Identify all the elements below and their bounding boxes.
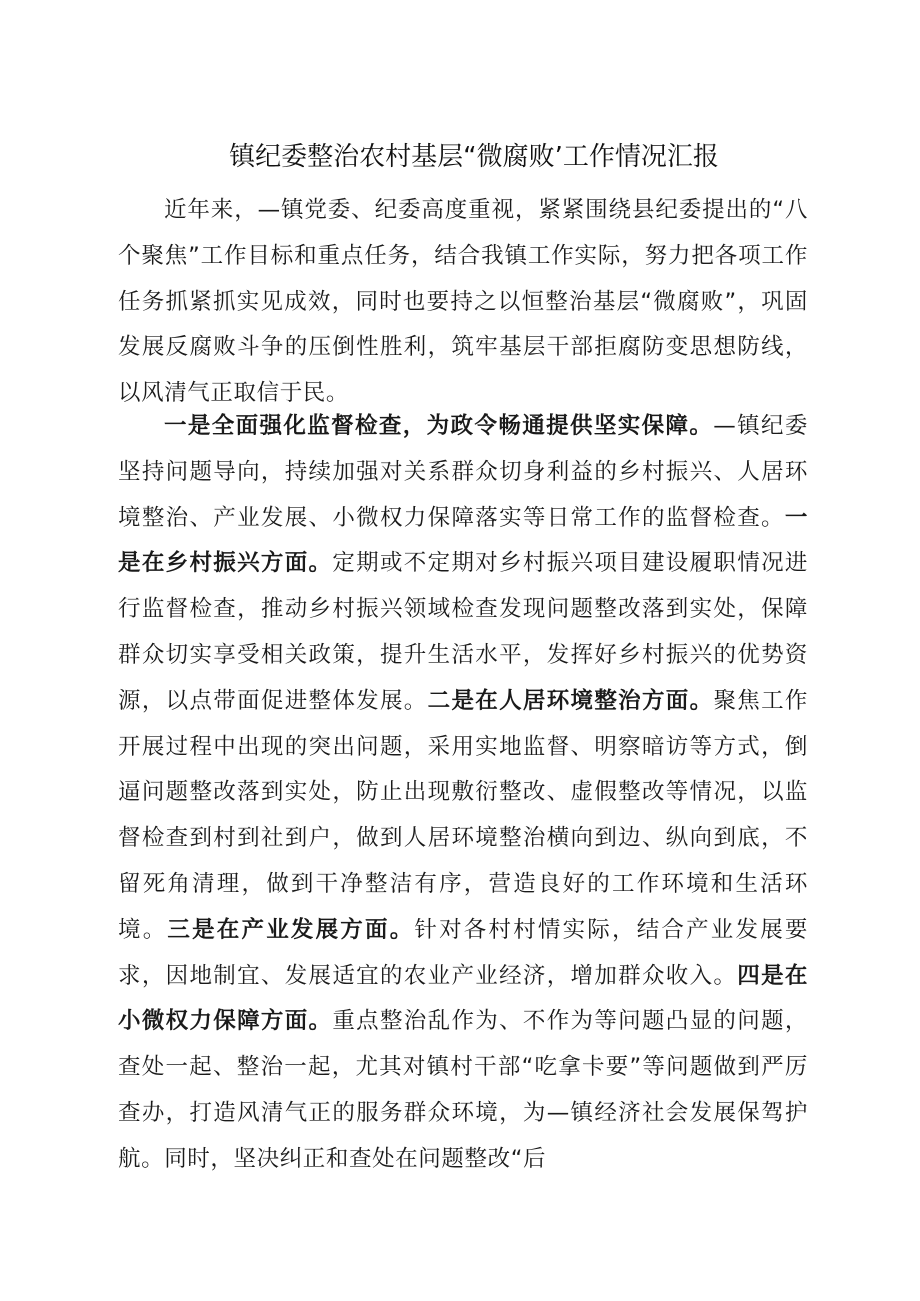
section-heading: 一是全面强化监督检查，为政令畅通提供坚实保障。 — [164, 413, 714, 439]
paragraph-supervision — [118, 404, 808, 1183]
item4-text: 重点整治乱作为、不作为等问题凸显的问题，查处一起、整治一起，尤其对镇村干部“吃拿卡要”等问题做到严厉查办，打造风清气正的服务群众环境，为—镇经济社会发展保驾护航。同时，坚决纠正和查处在问题整改“后 — [118, 1008, 808, 1172]
item4-label: 四是在小微权力保障方面。 — [118, 962, 808, 1035]
item1-text: 定期或不定期对乡村振兴项目建设履职情况进行监督检查，推动乡村振兴领域检查发现问题整改落到实处，保障群众切实享受相关政策，提升生活水平，发挥好乡村振兴的优势资源，以点带面促进整体发展。 — [118, 550, 808, 714]
item3-label: 三是在产业发展方面。 — [167, 916, 415, 943]
intro-text: 近年来，—镇党委、纪委高度重视，紧紧围绕县纪委提出的“八个聚焦”工作目标和重点任务，结合我镇工作实际，努力把各项工作任务抓紧抓实见成效，同时也要持之以恒整治基层“微腐败”，巩固发展反腐败斗争的压倒性胜利，筑牢基层干部拒腐防变思想防线，以风清气正取信于民。 — [118, 197, 808, 407]
item3-text: 针对各村村情实际，结合产业发展要求，因地制宜、发展适宜的农业产业经济，增加群众收入。 — [118, 916, 808, 989]
section-lead: —镇纪委坚持问题导向，持续加强对关系群众切身利益的乡村振兴、人居环境整治、产业发展、小微权力保障落实等日常工作的监督检查。 — [118, 413, 808, 531]
item2-text: 聚焦工作开展过程中出现的突出问题，采用实地监督、明察暗访等方式，倒逼问题整改落到实处，防止出现敷衍整改、虚假整改等情况，以监督检查到村到社到户，做到人居环境整治横向到边、纵向到底，不留死角清理，做到干净整洁有序，营造良好的工作环境和生活环境。 — [118, 687, 808, 943]
paragraph-intro — [118, 188, 808, 417]
document-title: 镇纪委整治农村基层“微腐败’工作情况汇报 — [229, 142, 719, 172]
item2-label: 二是在人居环境整治方面。 — [427, 687, 714, 714]
item1-label: 一是在乡村振兴方面。 — [118, 504, 808, 577]
